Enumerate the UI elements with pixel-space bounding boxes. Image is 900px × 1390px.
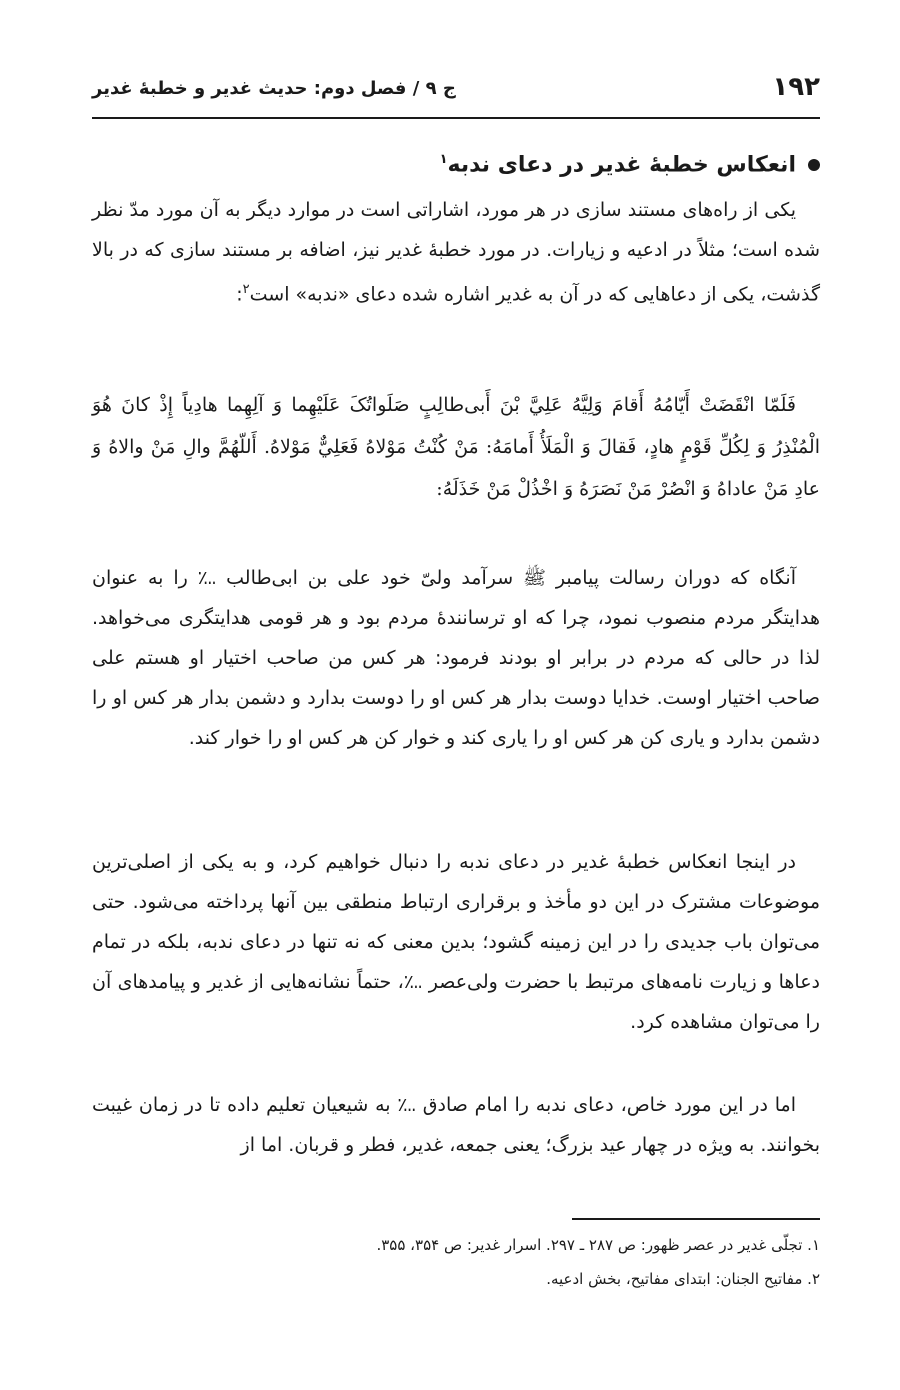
paragraph-reflection: در اینجا انعکاس خطبهٔ غدیر در دعای ندبه را دنبال خواهیم کرد، و به یکی از اصلی‌ترین موضوعات مشترک در این دو مأخذ و برقراری ارتباط منطقی بین آنها پرداخته می‌شود. حتی می‌توان باب جدیدی را در این زمینه گشود؛ بدین معنی که نه تنها در دعای ندبه، بلکه در تمام دعاها و زیارت نامه‌های مرتبط با حضرت ولی‌عصر ؊، حتماً نشانه‌هایی از غدیر و پیامدهای آن را می‌توان مشاهده کرد. [92, 851, 820, 1033]
section-title [92, 140, 820, 185]
footnote-rule [572, 1218, 820, 1220]
paragraph-specific: اما در این مورد خاص، دعای ندبه را امام صادق ؊ به شیعیان تعلیم داده تا در زمان غیبت بخوانند. به ویژه در چهار عید بزرگ؛ یعنی جمعه، غدیر، فطر و قربان. اما از [92, 1094, 820, 1156]
paragraph-intro-end: : [236, 283, 243, 306]
page-header [92, 70, 820, 114]
footnote-2: ۲. مفاتیح الجنان: ابتدای مفاتیح، بخش ادعیه. [546, 1270, 820, 1288]
paragraph-intro-text: یکی از راه‌های مستند سازی در هر مورد، اشاراتی است در موارد دیگر به آن مورد مدّ نظر شده است؛ مثلاً در ادعیه و زیارات. در مورد خطبهٔ غدیر نیز، اضافه بر مستند سازی که در بالا گذشت، یکی از دعاهایی که در آن به غدیر اشاره شده دعای «ندبه» است [92, 199, 820, 306]
footnote-1: ۱. تجلّی غدیر در عصر ظهور: ص ۲۸۷ ـ ۲۹۷. اسرار غدیر: ص ۳۵۴، ۳۵۵. [376, 1236, 820, 1254]
footnote-ref-1: ۱ [439, 152, 448, 167]
page-number: ۱۹۲ [772, 72, 820, 102]
header-rule [92, 117, 820, 119]
section-title-text: انعکاس خطبهٔ غدیر در دعای ندبه [447, 152, 796, 178]
arabic-quote: فَلَمّا انْقَضَتْ أَيّامُهُ أَقامَ وَلِيَّهُ عَلِيَّ بْنَ أَبی‌طالِبٍ صَلَواتُکَ عَلَيْهِما وَ آلِهِما هادِياً إِذْ کانَ هُوَ الْمُنْذِرُ وَ لِکُلِّ قَوْمٍ هادٍ، فَقالَ وَ الْمَلَأُ أَمامَهُ: مَنْ کُنْتُ مَوْلاهُ فَعَلِيٌّ مَوْلاهُ. أَللّهُمَّ والِ مَنْ والاهُ وَ عادِ مَنْ عاداهُ وَ انْصُرْ مَنْ نَصَرَهُ وَ اخْذُلْ مَنْ خَذَلَهُ: [92, 394, 820, 500]
footnotes [92, 1228, 820, 1296]
paragraph-translation: آنگاه که دوران رسالت پیامبر ﷺ سرآمد ولیّ خود علی بن ابی‌طالب ؊ را به عنوان هدایتگر مردم منصوب نمود، چرا که او ترسانندهٔ مردم بود و هر قومی هدایتگری می‌خواهد. لذا در حالی که مردم در برابر او بودند فرمود: هر کس من صاحب اختیار او هستم علی صاحب اختیار اوست. خدایا دوست بدار هر کس او را دوست بدارد و دشمن بدار هر کس او را دشمن بدارد و یاری کن هر کس او را یاری کند و خوار کن هر کس او را خوار کند. [92, 567, 820, 749]
footnote-ref-2: ۲ [242, 282, 250, 297]
bullet-icon [808, 159, 820, 171]
running-title: ج ۹ / فصل دوم: حدیث غدیر و خطبهٔ غدیر [92, 78, 456, 99]
paragraph-intro [92, 190, 820, 314]
